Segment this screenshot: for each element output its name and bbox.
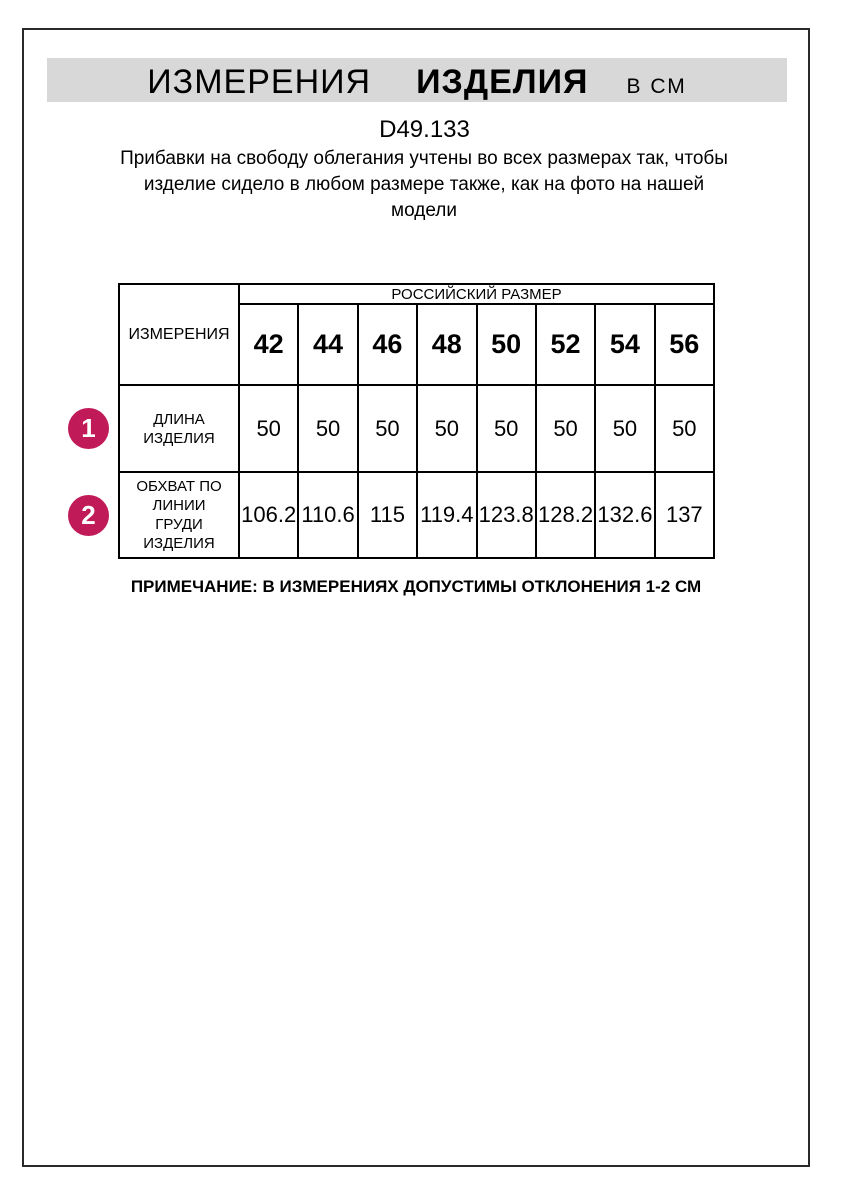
size-header-cell: 54 [595,304,654,385]
value-cell: 132.6 [595,472,654,558]
row-number-badge-1: 1 [68,408,109,449]
row-number-badge-2: 2 [68,495,109,536]
description-line: модели [391,200,457,221]
value-cell: 119.4 [417,472,476,558]
description-line: Прибавки на свободу облегания учтены во всех размерах так, чтобы [120,148,728,169]
row-label-cell: ДЛИНА ИЗДЕЛИЯ [119,385,239,472]
value-cell: 128.2 [536,472,595,558]
size-header-cell: 48 [417,304,476,385]
title-banner [47,58,787,102]
row-label-cell: ОБХВАТ ПО ЛИНИИ ГРУДИ ИЗДЕЛИЯ [119,472,239,558]
value-cell: 50 [358,385,417,472]
size-header-cell: 56 [655,304,714,385]
title-product: ИЗДЕЛИЯ [416,63,589,101]
size-group-header-cell: РОССИЙСКИЙ РАЗМЕР [239,284,714,304]
size-table [118,283,715,559]
value-cell: 123.8 [477,472,536,558]
value-cell: 50 [298,385,357,472]
title-unit: В СМ [626,75,687,98]
title-measurements: ИЗМЕРЕНИЯ [147,63,372,101]
value-cell: 50 [655,385,714,472]
product-code: D49.133 [379,116,470,143]
value-cell: 106.2 [239,472,298,558]
corner-header-cell: ИЗМЕРЕНИЯ [119,284,239,385]
size-header-cell: 46 [358,304,417,385]
value-cell: 50 [239,385,298,472]
size-header-cell: 42 [239,304,298,385]
value-cell: 50 [477,385,536,472]
description-line: изделие сидело в любом размере также, как на фото на нашей [143,174,705,195]
note-text: ПРИМЕЧАНИЕ: В ИЗМЕРЕНИЯХ ДОПУСТИМЫ ОТКЛОНЕНИЯ 1-2 СМ [130,577,702,596]
value-cell: 115 [358,472,417,558]
table-row [119,472,714,558]
value-cell: 50 [595,385,654,472]
value-cell: 50 [536,385,595,472]
value-cell: 137 [655,472,714,558]
size-header-cell: 50 [477,304,536,385]
value-cell: 110.6 [298,472,357,558]
size-header-cell: 44 [298,304,357,385]
table-row [119,385,714,472]
value-cell: 50 [417,385,476,472]
table-row [119,284,714,304]
size-header-cell: 52 [536,304,595,385]
description-text [104,146,744,224]
